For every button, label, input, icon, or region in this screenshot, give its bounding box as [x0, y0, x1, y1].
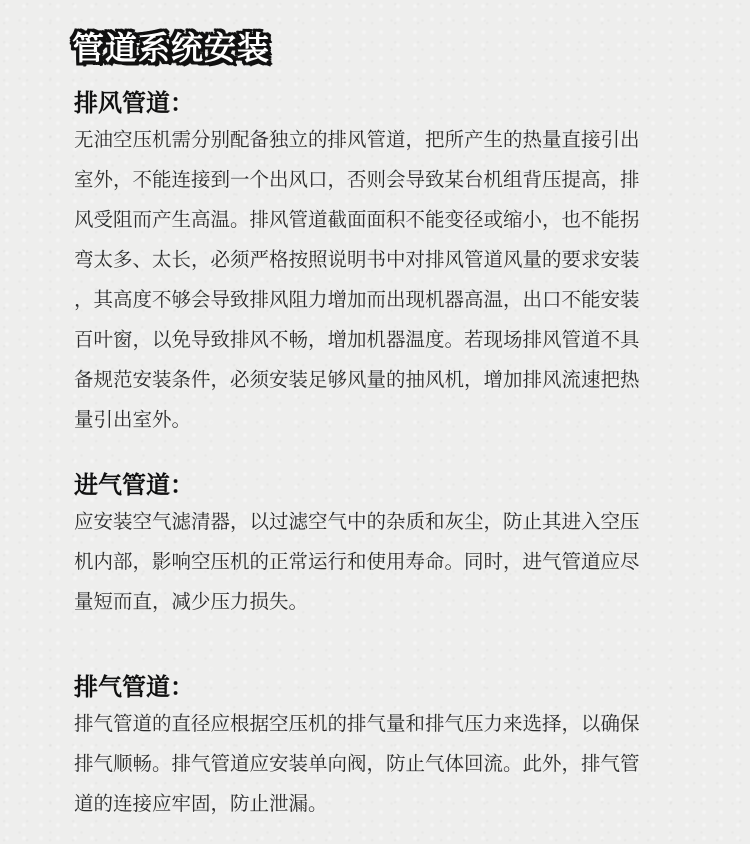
- section-intake-duct: [74, 468, 686, 622]
- body-line: 量引出室外。: [74, 408, 192, 431]
- section-heading: 进气管道：: [74, 471, 194, 499]
- body-line: 备规范安装条件，必须安装足够风量的抽风机，增加排风流速把热: [74, 368, 640, 391]
- section-heading: 排风管道：: [74, 89, 194, 117]
- body-line: 弯太多、太长，必须严格按照说明书中对排风管道风量的要求安装: [74, 248, 640, 271]
- page-title: 管道系统安装: [72, 29, 271, 67]
- body-line: 室外，不能连接到一个出风口，否则会导致某台机组背压提高，排: [74, 168, 640, 191]
- body-line: 百叶窗，以免导致排风不畅，增加机器温度。若现场排风管道不具: [74, 328, 640, 351]
- section-body: [74, 502, 686, 622]
- body-line: 排气管道的直径应根据空压机的排气量和排气压力来选择，以确保: [74, 712, 640, 735]
- section-body: [74, 120, 686, 440]
- section-body: [74, 704, 686, 824]
- document: [72, 28, 686, 815]
- body-line: 机内部，影响空压机的正常运行和使用寿命。同时，进气管道应尽: [74, 550, 640, 573]
- body-line: 风受阻而产生高温。排风管道截面面积不能变径或缩小，也不能拐: [74, 208, 640, 231]
- body-line: 排气顺畅。排气管道应安装单向阀，防止气体回流。此外，排气管: [74, 752, 640, 775]
- section-exhaust-gas-duct: [74, 670, 686, 824]
- body-line: ，其高度不够会导致排风阻力增加而出现机器高温，出口不能安装: [74, 288, 640, 311]
- section-exhaust-air-duct: [74, 86, 686, 440]
- body-line: 量短而直，减少压力损失。: [74, 590, 309, 613]
- body-line: 应安装空气滤清器，以过滤空气中的杂质和灰尘，防止其进入空压: [74, 510, 640, 533]
- section-heading: 排气管道：: [74, 673, 194, 701]
- body-line: 道的连接应牢固，防止泄漏。: [74, 792, 328, 815]
- body-line: 无油空压机需分别配备独立的排风管道，把所产生的热量直接引出: [74, 128, 640, 151]
